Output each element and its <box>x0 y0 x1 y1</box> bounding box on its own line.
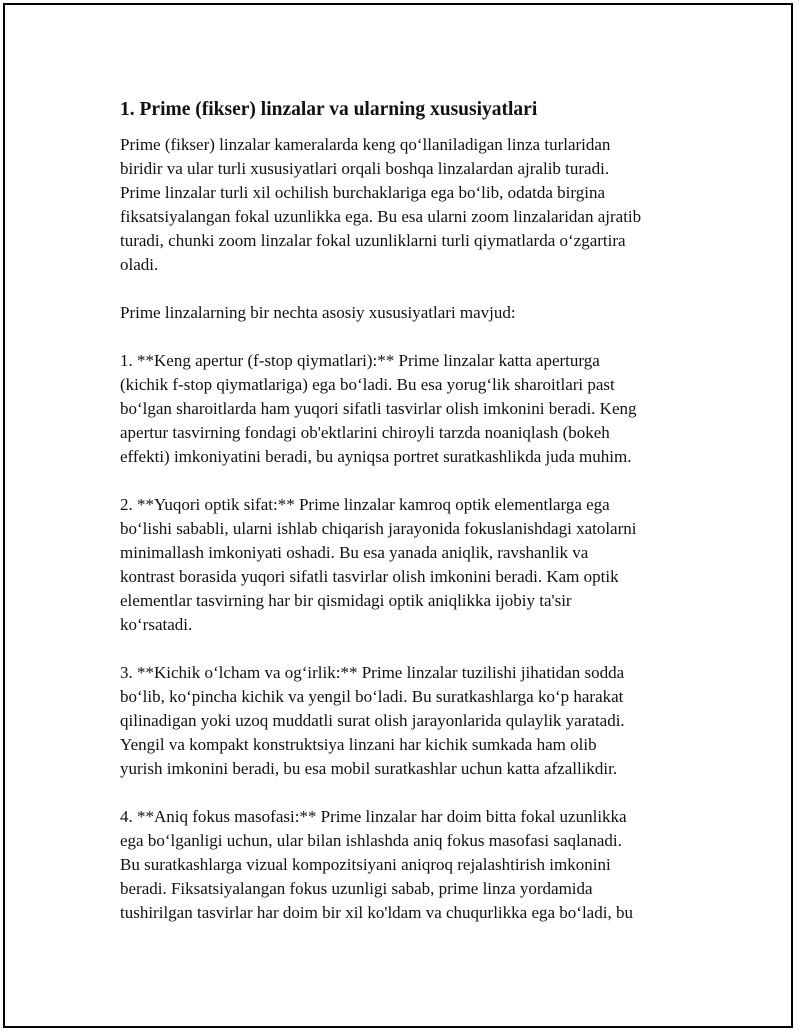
paragraph-item-3: 3. **Kichik o‘lcham va og‘irlik:** Prime linzalar tuzilishi jihatidan sodda bo‘lib, ko‘pincha kichik va yengil bo‘ladi. Bu suratkashlarga ko‘p harakat qilinadigan yoki uzoq muddatli surat olish jarayonlarida qulaylik yaratadi. Yengil va kompakt konstruktsiya linzani har kichik sumkada ham olib yurish imkonini beradi, bu esa mobil suratkashlar uchun katta afzallikdir. <box>120 663 625 778</box>
paragraph-item-2: 2. **Yuqori optik sifat:** Prime linzalar kamroq optik elementlarga ega bo‘lishi sababli, ularni ishlab chiqarish jarayonida fokuslanishdagi xatolarni minimallash imkoniyati oshadi. Bu esa yanada aniqlik, ravshanlik va kontrast borasida yuqori sifatli tasvirlar olish imkonini beradi. Kam optik elementlar tasvirning har bir qismidagi optik aniqlikka ijobiy ta'sir ko‘rsatadi. <box>120 495 637 634</box>
paragraph-item-1: 1. **Keng apertur (f-stop qiymatlari):** Prime linzalar katta aperturga (kichik f-stop qiymatlariga) ega bo‘ladi. Bu esa yorug‘lik sharoitlari past bo‘lgan sharoitlarda ham yuqori sifatli tasvirlar olish imkonini beradi. Keng apertur tasvirning fondagi ob'ektlarini chiroyli tarzda noaniqlash (bokeh effekti) imkoniyatini beradi, bu ayniqsa portret suratkashlikda juda muhim. <box>120 351 637 466</box>
paragraph-lead-in: Prime linzalarning bir nechta asosiy xususiyatlari mavjud: <box>120 303 516 322</box>
paragraph-intro: Prime (fikser) linzalar kameralarda keng qo‘llaniladigan linza turlaridan biridir va ular turli xususiyatlari orqali boshqa linzalardan ajralib turadi. Prime linzalar turli xil ochilish burchaklariga ega bo‘lib, odatda birgina fiksatsiyalangan fokal uzunlikka ega. Bu esa ularni zoom linzalaridan ajratib turadi, chunki zoom linzalar fokal uzunliklarni turli qiymatlarda o‘zgartira oladi. <box>120 135 642 274</box>
page-frame <box>3 3 793 1028</box>
paragraph-item-4: 4. **Aniq fokus masofasi:** Prime linzalar har doim bitta fokal uzunlikka ega bo‘lganligi uchun, ular bilan ishlashda aniq fokus masofasi saqlanadi. Bu suratkashlarga vizual kompozitsiyani aniqroq rejalashtirish imkonini beradi. Fiksatsiyalangan fokus uzunligi sabab, prime linza yordamida tushirilgan tasvirlar har doim bir xil ko'ldam va chuqurlikka ega bo‘ladi, bu <box>120 807 633 922</box>
document-title: 1. Prime (fikser) linzalar va ularning xususiyatlari <box>120 99 538 120</box>
document-body <box>120 95 700 949</box>
